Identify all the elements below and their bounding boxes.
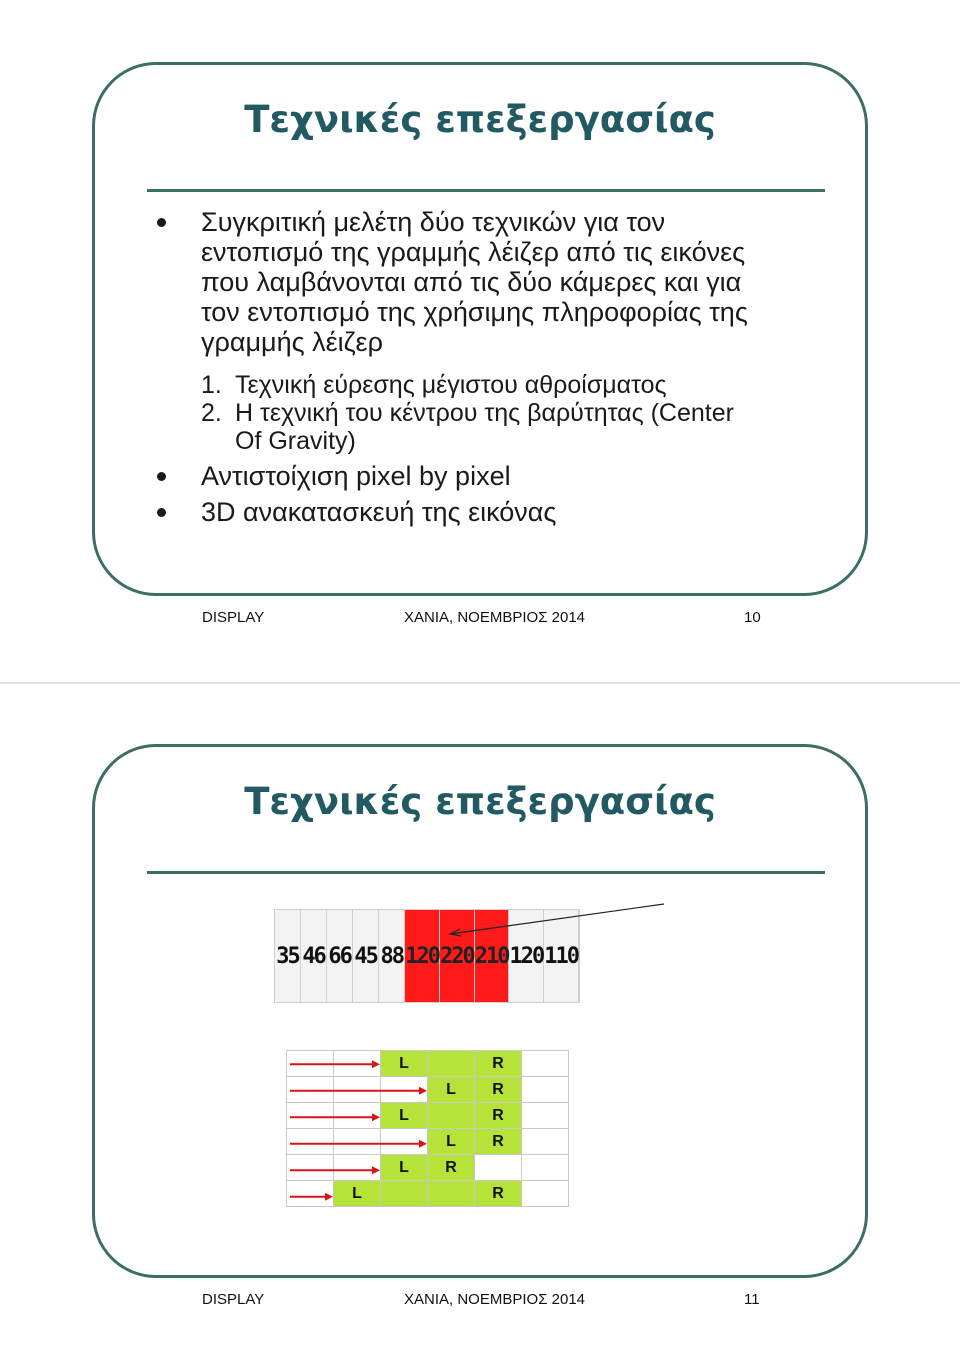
grid-cell	[334, 1103, 381, 1129]
page-separator	[0, 682, 960, 684]
grid-cell: R	[428, 1155, 475, 1181]
left-right-edge-grid	[286, 1050, 569, 1207]
grid-cell	[334, 1051, 381, 1077]
grid-cell	[428, 1181, 475, 1207]
grid-cell: L	[381, 1103, 428, 1129]
grid-cell: R	[475, 1077, 522, 1103]
grid-row	[287, 1181, 569, 1207]
slide-10	[92, 62, 868, 596]
numbered-line: Of Gravity)	[235, 427, 356, 455]
pixel-value-cell: 210	[475, 910, 510, 1002]
numbered-line: Τεχνική εύρεσης μέγιστου αθροίσματος	[235, 371, 667, 399]
grid-cell: L	[381, 1155, 428, 1181]
grid-cell: R	[475, 1051, 522, 1077]
grid-cell: R	[475, 1181, 522, 1207]
bullet-line: 3D ανακατασκευή της εικόνας	[201, 497, 557, 527]
grid-cell	[428, 1051, 475, 1077]
numbered-line: Η τεχνική του κέντρου της βαρύτητας (Center	[235, 399, 734, 427]
item-number: 1.	[201, 371, 222, 399]
grid-cell: L	[428, 1077, 475, 1103]
grid-cell	[381, 1181, 428, 1207]
grid-cell	[287, 1155, 334, 1181]
grid-cell	[381, 1129, 428, 1155]
grid-cell	[381, 1077, 428, 1103]
grid-cell: L	[381, 1051, 428, 1077]
bullet-line: τον εντοπισμό της χρήσιμης πληροφορίας της	[201, 297, 748, 327]
bullet-dot-icon	[157, 508, 166, 517]
pixel-value-cell: 45	[353, 910, 379, 1002]
grid-row	[287, 1155, 569, 1181]
grid-cell	[287, 1181, 334, 1207]
footer-org: DISPLAY	[202, 1291, 265, 1308]
pixel-value-cell: 110	[544, 910, 579, 1002]
grid-cell	[287, 1103, 334, 1129]
grid-cell	[522, 1155, 569, 1181]
pixel-value-cell: 88	[379, 910, 405, 1002]
footer-location-date: ΧΑΝΙΑ, ΝΟΕΜΒΡΙΟΣ 2014	[404, 1291, 586, 1308]
grid-cell	[287, 1077, 334, 1103]
grid-cell	[287, 1051, 334, 1077]
grid-row	[287, 1077, 569, 1103]
grid-cell	[287, 1129, 334, 1155]
grid-cell	[522, 1129, 569, 1155]
slide-title: Τεχνικές επεξεργασίας	[244, 98, 716, 141]
grid-row	[287, 1129, 569, 1155]
grid-cell	[522, 1103, 569, 1129]
item-number: 2.	[201, 399, 222, 427]
numbered-item	[201, 399, 805, 455]
grid-cell: L	[428, 1129, 475, 1155]
grid-cell	[334, 1155, 381, 1181]
grid-cell	[334, 1077, 381, 1103]
title-rule	[147, 871, 825, 874]
grid-cell	[475, 1155, 522, 1181]
bullet-item	[155, 497, 805, 527]
bullet-line: εντοπισμό της γραμμής λέιζερ από τις εικόνες	[201, 237, 746, 267]
grid-cell: L	[334, 1181, 381, 1207]
grid-cell	[522, 1077, 569, 1103]
bullet-dot-icon	[157, 218, 166, 227]
pointer-arrow-icon	[440, 898, 670, 948]
pixel-value-cell: 46	[301, 910, 327, 1002]
pixel-value-cell: 35	[275, 910, 301, 1002]
grid-cell	[428, 1103, 475, 1129]
footer-page-number: 10	[744, 609, 761, 626]
bullet-line: γραμμής λέιζερ	[201, 327, 383, 357]
numbered-list	[201, 371, 805, 455]
footer-page-number: 11	[744, 1291, 760, 1308]
grid-cell	[522, 1051, 569, 1077]
pixel-value-cell: 120	[509, 910, 544, 1002]
pixel-value-cell: 120	[405, 910, 440, 1002]
footer-org: DISPLAY	[202, 609, 265, 626]
bullet-line: που λαμβάνονται από τις δύο κάμερες και για	[201, 267, 742, 297]
grid-cell	[334, 1129, 381, 1155]
title-rule	[147, 189, 825, 192]
bullet-line: Αντιστοίχιση pixel by pixel	[201, 461, 511, 491]
slide-title: Τεχνικές επεξεργασίας	[244, 780, 716, 823]
bullet-line: Συγκριτική μελέτη δύο τεχνικών για τον	[201, 207, 666, 237]
bullet-list	[155, 207, 805, 527]
footer-location-date: ΧΑΝΙΑ, ΝΟΕΜΒΡΙΟΣ 2014	[404, 609, 586, 626]
bullet-item	[155, 207, 805, 455]
grid-cell: R	[475, 1129, 522, 1155]
grid-row	[287, 1051, 569, 1077]
bullet-dot-icon	[157, 472, 166, 481]
grid-cell	[522, 1181, 569, 1207]
pixel-value-cell: 220	[440, 910, 475, 1002]
grid-cell: R	[475, 1103, 522, 1129]
numbered-item	[201, 371, 805, 399]
pixel-value-cell: 66	[327, 910, 353, 1002]
grid-row	[287, 1103, 569, 1129]
bullet-item	[155, 461, 805, 491]
